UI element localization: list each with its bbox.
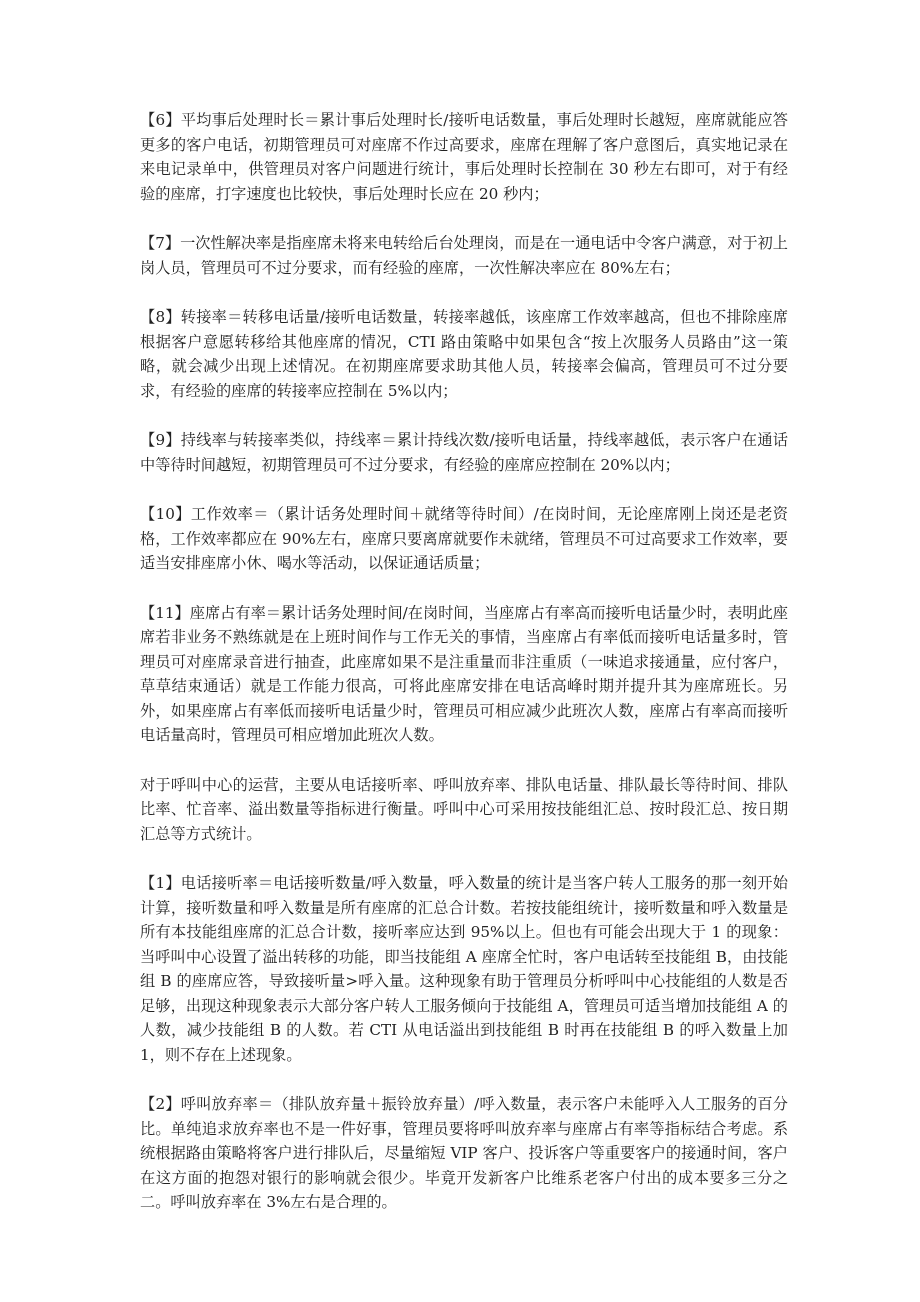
paragraph-metric-7: 【7】一次性解决率是指座席未将来电转给后台处理岗，而是在一通电话中令客户满意，对于初上岗人员，管理员可不过分要求，而有经验的座席，一次性解决率应在 80%左右； [140, 234, 788, 277]
paragraph-abandon-rate: 【2】呼叫放弃率＝（排队放弃量＋振铃放弃量）/呼入数量，表示客户未能呼入人工服务的百分比。单纯追求放弃率也不是一件好事，管理员要将呼叫放弃率与座席占有率等指标结合考虑。系统根据路由策略将客户进行排队后，尽量缩短 VIP 客户、投诉客户等重要客户的接通时间，客户在这方面的抱怨对银行的影响就会很少。毕竟开发新客户比维系老客户付出的成本要多三分之二。呼叫放弃率在 3%左右是合理的。 [140, 1095, 788, 1211]
paragraph-metric-6: 【6】平均事后处理时长＝累计事后处理时长/接听电话数量，事后处理时长越短，座席就能应答更多的客户电话，初期管理员可对座席不作过高要求，座席在理解了客户意图后，真实地记录在来电记录单中，供管理员对客户问题进行统计，事后处理时长控制在 30 秒左右即可，对于有经验的座席，打字速度也比较快，事后处理时长应在 20 秒内； [140, 111, 788, 203]
paragraph-metric-10: 【10】工作效率＝（累计话务处理时间＋就绪等待时间）/在岗时间，无论座席刚上岗还是老资格，工作效率都应在 90%左右，座席只要离席就要作未就绪，管理员不可过高要求工作效率，要适当安排座席小休、喝水等活动，以保证通话质量； [140, 505, 788, 572]
paragraph-metric-11: 【11】座席占有率＝累计话务处理时间/在岗时间，当座席占有率高而接听电话量少时，表明此座席若非业务不熟练就是在上班时间作与工作无关的事情，当座席占有率低而接听电话量多时，管理员可对座席录音进行抽查，此座席如果不是注重量而非注重质（一味追求接通量，应付客户，草草结束通话）就是工作能力很高，可将此座席安排在电话高峰时期并提升其为座席班长。另外，如果座席占有率低而接听电话量少时，管理员可相应减少此班次人数，座席占有率高而接听电话量高时，管理员可相应增加此班次人数。 [140, 603, 788, 744]
paragraph-metric-8: 【8】转接率＝转移电话量/接听电话数量，转接率越低，该座席工作效率越高，但也不排除座席根据客户意愿转移给其他座席的情况，CTI 路由策略中如果包含“按上次服务人员路由”这一策略，就会减少出现上述情况。在初期座席要求助其他人员，转接率会偏高，管理员可不过分要求，有经验的座席的转接率应控制在 5%以内； [140, 308, 788, 400]
paragraph-operations-intro: 对于呼叫中心的运营，主要从电话接听率、呼叫放弃率、排队电话量、排队最长等待时间、排队比率、忙音率、溢出数量等指标进行衡量。呼叫中心可采用按技能组汇总、按时段汇总、按日期汇总等方式统计。 [140, 775, 788, 843]
paragraph-answer-rate: 【1】电话接听率＝电话接听数量/呼入数量，呼入数量的统计是当客户转人工服务的那一刻开始计算，接听数量和呼入数量是所有座席的汇总合计数。若按技能组统计，接听数量和呼入数量是所有本技能组座席的汇总合计数，接听率应达到 95%以上。但也有可能会出现大于 1 的现象：当呼叫中心设置了溢出转移的功能，即当技能组 A 座席全忙时，客户电话转至技能组 B，由技能组 B 的座席应答，导致接听量>呼入量。这种现象有助于管理员分析呼叫中心技能组的人数是否足够，出现这种现象表示大部分客户转人工服务倾向于技能组 A，管理员可适当增加技能组 A 的人数，减少技能组 B 的人数。若 CTI 从电话溢出到技能组 B 时再在技能组 B 的呼入数量上加 1，则不存在上述现象。 [140, 874, 788, 1064]
paragraph-metric-9: 【9】持线率与转接率类似，持线率＝累计持线次数/接听电话量，持线率越低，表示客户在通话中等待时间越短，初期管理员可不过分要求，有经验的座席应控制在 20%以内； [140, 431, 788, 474]
